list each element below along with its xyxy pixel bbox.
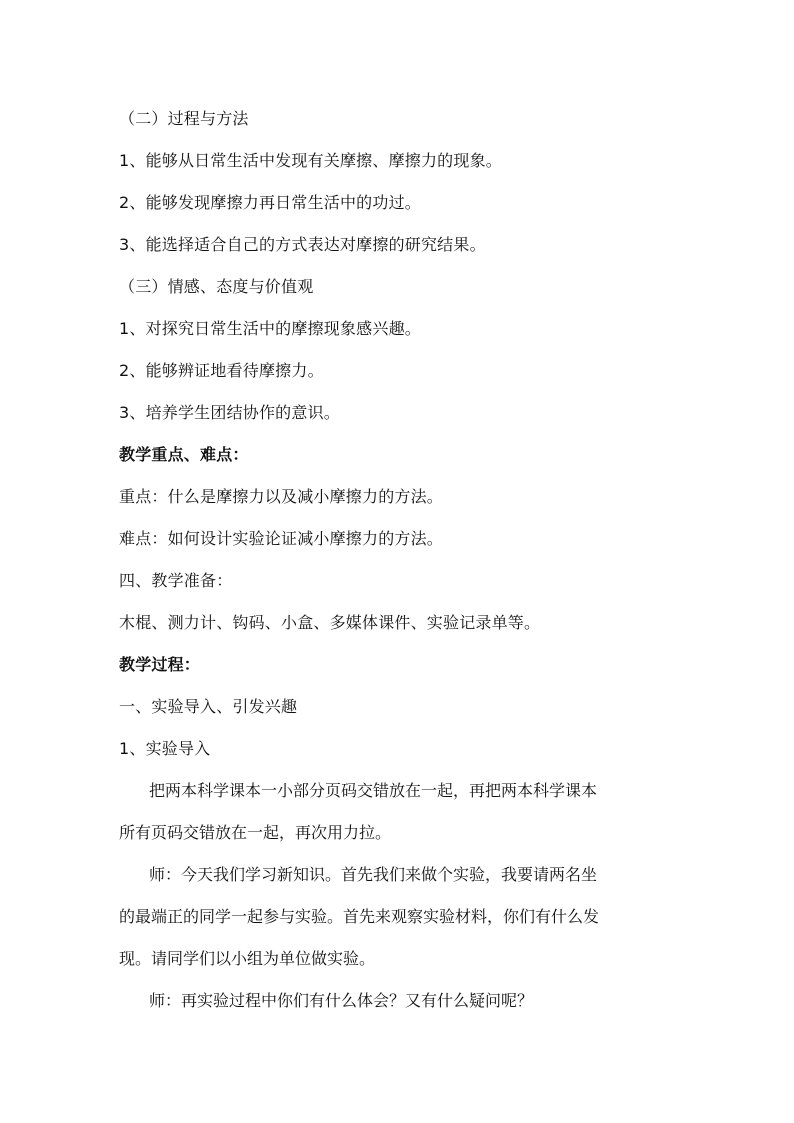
heading-key-difficult: 教学重点、难点： (119, 445, 249, 464)
process-item-2: 2、能够发现摩擦力再日常生活中的功过。 (119, 193, 421, 212)
paragraph-line: 师：今天我们学习新知识。首先我们来做个实验，我要请两名坐 (149, 865, 598, 884)
section-heading-1: 一、实验导入、引发兴趣 (119, 697, 298, 716)
paragraph-line: 把两本科学课本一小部分页码交错放在一起，再把两本科学课本 (149, 781, 598, 800)
paragraph-teacher-1 (119, 860, 689, 986)
key-point: 重点：什么是摩擦力以及减小摩擦力的方法。 (119, 487, 444, 506)
emotion-item-2: 2、能够辨证地看待摩擦力。 (119, 361, 324, 380)
subsection-heading-1: 1、实验导入 (119, 739, 211, 758)
preparation-items: 木棍、测力计、钩码、小盒、多媒体课件、实验记录单等。 (119, 613, 541, 632)
heading-process-method: （二）过程与方法 (119, 109, 249, 128)
paragraph-teacher-2 (119, 986, 689, 1028)
emotion-item-1: 1、对探究日常生活中的摩擦现象感兴趣。 (119, 319, 421, 338)
document-body (119, 104, 689, 1028)
process-item-3: 3、能选择适合自己的方式表达对摩擦的研究结果。 (119, 235, 486, 254)
paragraph-books (119, 776, 689, 860)
process-item-1: 1、能够从日常生活中发现有关摩擦、摩擦力的现象。 (119, 151, 502, 170)
heading-teaching-process: 教学过程： (119, 655, 201, 674)
emotion-item-3: 3、培养学生团结协作的意识。 (119, 403, 340, 422)
paragraph-line: 所有页码交错放在一起，再次用力拉。 (119, 823, 392, 842)
heading-preparation: 四、教学准备： (119, 571, 233, 590)
difficult-point: 难点：如何设计实验论证减小摩擦力的方法。 (119, 529, 444, 548)
heading-emotion: （三）情感、态度与价值观 (119, 277, 314, 296)
paragraph-line: 现。请同学们以小组为单位做实验。 (119, 949, 376, 968)
paragraph-line: 的最端正的同学一起参与实验。首先来观察实验材料，你们有什么发 (119, 907, 600, 926)
paragraph-line: 师：再实验过程中你们有什么体会？又有什么疑问呢？ (149, 991, 534, 1010)
